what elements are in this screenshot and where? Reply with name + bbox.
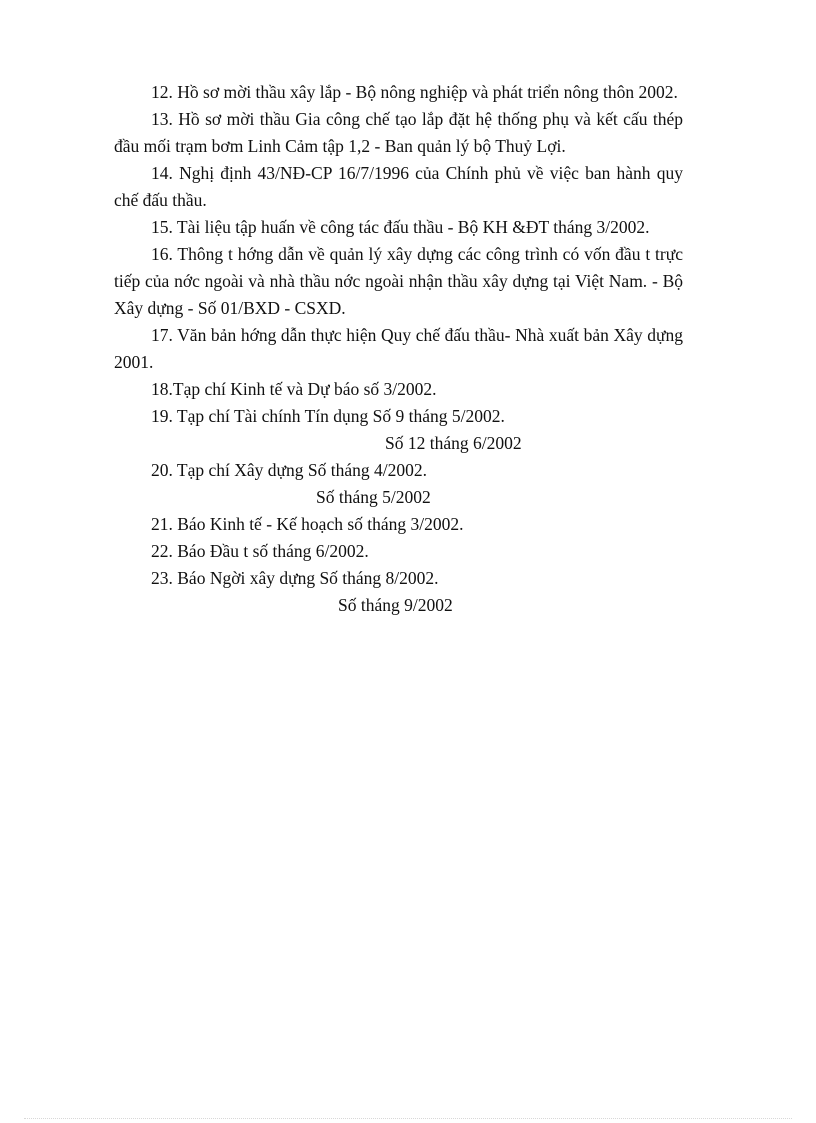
reference-item-21: 21. Báo Kinh tế - Kế hoạch số tháng 3/2002.	[151, 514, 464, 534]
reference-item-16: 16. Thông t hớng dẫn về quản lý xây dựng các công trình có vốn đầu t trực tiếp của nớc ngoài và nhà thầu nớc ngoài nhận thầu xây dựng tại Việt Nam. - Bộ Xây dựng - Số 01/BXD - CSXD.	[114, 244, 683, 318]
reference-item-22: 22. Báo Đầu t số tháng 6/2002.	[151, 541, 369, 561]
reference-item-23-continuation: Số tháng 9/2002	[338, 595, 453, 615]
reference-item-20: 20. Tạp chí Xây dựng Số tháng 4/2002.	[151, 460, 428, 480]
reference-item-15: 15. Tài liệu tập huấn về công tác đấu thầu - Bộ KH &ĐT tháng 3/2002.	[151, 217, 650, 237]
reference-item-19-continuation: Số 12 tháng 6/2002	[385, 433, 522, 453]
reference-item-23: 23. Báo Ngời xây dựng Số tháng 8/2002.	[151, 568, 439, 588]
reference-item-20-continuation: Số tháng 5/2002	[316, 487, 431, 507]
reference-item-18: 18.Tạp chí Kinh tế và Dự báo số 3/2002.	[151, 379, 437, 399]
reference-list	[114, 79, 683, 619]
page-bottom-rule	[24, 1118, 792, 1119]
reference-item-17: 17. Văn bản hớng dẫn thực hiện Quy chế đấu thầu- Nhà xuất bản Xây dựng 2001.	[114, 325, 683, 372]
reference-item-14: 14. Nghị định 43/NĐ-CP 16/7/1996 của Chính phủ về việc ban hành quy chế đấu thầu.	[114, 163, 683, 210]
reference-item-19: 19. Tạp chí Tài chính Tín dụng Số 9 tháng 5/2002.	[151, 406, 505, 426]
reference-item-12: 12. Hồ sơ mời thầu xây lắp - Bộ nông nghiệp và phát triển nông thôn 2002.	[151, 82, 678, 102]
reference-item-13: 13. Hồ sơ mời thầu Gia công chế tạo lắp đặt hệ thống phụ và kết cấu thép đầu mối trạm bơm Linh Cảm tập 1,2 - Ban quản lý bộ Thuỷ Lợi.	[114, 109, 683, 156]
